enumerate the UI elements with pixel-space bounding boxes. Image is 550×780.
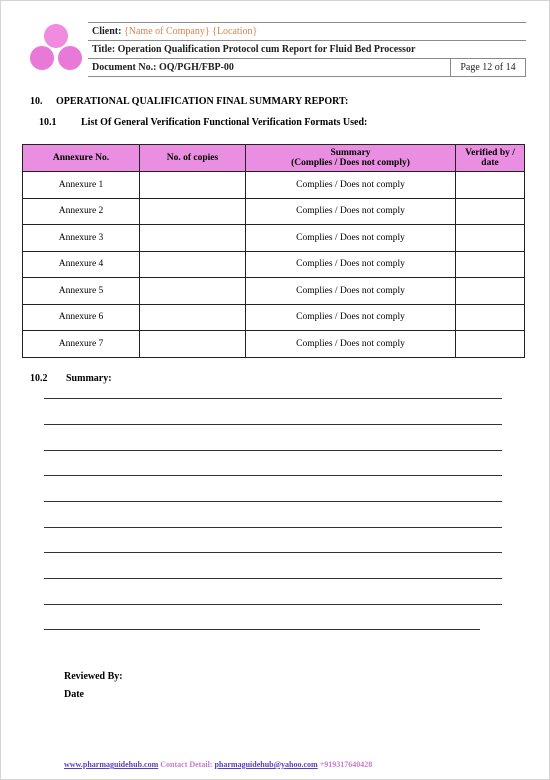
summary-cell: Complies / Does not comply <box>246 172 456 199</box>
annexure-cell: Annexure 2 <box>23 198 140 225</box>
verified-header-line1: Verified by / <box>465 148 515 158</box>
section-title: Summary: <box>66 373 112 384</box>
document-number <box>88 59 451 77</box>
company-logo <box>28 24 84 74</box>
summary-writing-line[interactable] <box>44 501 502 502</box>
summary-writing-line[interactable] <box>44 398 502 399</box>
annexure-cell: Annexure 6 <box>23 304 140 331</box>
col-header-summary <box>246 145 456 172</box>
summary-header-line2: (Complies / Does not comply) <box>291 158 410 168</box>
annexure-cell: Annexure 1 <box>23 172 140 199</box>
table-row <box>23 331 525 358</box>
verified-cell[interactable] <box>456 251 525 278</box>
table-row <box>23 198 525 225</box>
summary-header-line1: Summary <box>330 148 371 158</box>
verified-cell[interactable] <box>456 304 525 331</box>
summary-writing-line[interactable] <box>44 578 502 579</box>
table-row <box>23 251 525 278</box>
col-header-copies: No. of copies <box>140 145 246 172</box>
copies-cell[interactable] <box>140 278 246 305</box>
col-header-verified <box>456 145 525 172</box>
client-label: Client: <box>92 26 122 37</box>
annexure-cell: Annexure 4 <box>23 251 140 278</box>
doc-value: OQ/PGH/FBP-00 <box>158 62 234 73</box>
doc-label: Document No.: <box>92 62 157 73</box>
verified-header-line2: date <box>481 158 499 168</box>
section-number: 10. <box>30 96 43 107</box>
section-title: OPERATIONAL QUALIFICATION FINAL SUMMARY REPORT: <box>56 96 349 107</box>
summary-writing-line[interactable] <box>44 527 502 528</box>
website-link[interactable]: www.pharmaguidehub.com <box>64 760 159 769</box>
logo-circle <box>44 24 68 48</box>
contact-label: Contact Detail: <box>160 760 213 769</box>
verified-cell[interactable] <box>456 198 525 225</box>
summary-writing-line[interactable] <box>44 424 502 425</box>
section-title: List Of General Verification Functional Verification Formats Used: <box>81 117 368 128</box>
document-header <box>88 22 526 77</box>
page-footer <box>64 760 372 769</box>
summary-cell: Complies / Does not comply <box>246 331 456 358</box>
section-10-heading <box>30 96 348 107</box>
copies-cell[interactable] <box>140 225 246 252</box>
verified-cell[interactable] <box>456 225 525 252</box>
verified-cell[interactable] <box>456 172 525 199</box>
page-number: Page 12 of 14 <box>451 59 526 77</box>
summary-writing-line[interactable] <box>44 604 502 605</box>
table-row <box>23 278 525 305</box>
copies-cell[interactable] <box>140 331 246 358</box>
summary-writing-line[interactable] <box>44 475 502 476</box>
summary-writing-line[interactable] <box>44 629 480 630</box>
section-10-1-heading <box>39 117 367 128</box>
document-title: Title: Operation Qualification Protocol cum Report for Fluid Bed Processor <box>88 41 526 59</box>
section-number: 10.2 <box>30 373 48 384</box>
table-row <box>23 172 525 199</box>
summary-cell: Complies / Does not comply <box>246 225 456 252</box>
table-row <box>23 225 525 252</box>
copies-cell[interactable] <box>140 304 246 331</box>
col-header-annexure: Annexure No. <box>23 145 140 172</box>
summary-cell: Complies / Does not comply <box>246 304 456 331</box>
client-row <box>88 23 526 41</box>
email-link[interactable]: pharmaguidehub@yahoo.com <box>214 760 318 769</box>
phone-number: +919317640428 <box>319 760 373 769</box>
annexure-table <box>22 144 525 358</box>
copies-cell[interactable] <box>140 198 246 225</box>
summary-writing-line[interactable] <box>44 450 502 451</box>
copies-cell[interactable] <box>140 172 246 199</box>
table-header-row <box>23 145 525 172</box>
summary-writing-line[interactable] <box>44 552 502 553</box>
logo-circle <box>30 46 54 70</box>
reviewed-by-label: Reviewed By: <box>64 671 123 682</box>
table-row <box>23 304 525 331</box>
annexure-cell: Annexure 7 <box>23 331 140 358</box>
verified-cell[interactable] <box>456 331 525 358</box>
copies-cell[interactable] <box>140 251 246 278</box>
logo-circle <box>58 46 82 70</box>
verified-cell[interactable] <box>456 278 525 305</box>
summary-cell: Complies / Does not comply <box>246 251 456 278</box>
annexure-cell: Annexure 5 <box>23 278 140 305</box>
section-10-2-heading <box>30 373 112 384</box>
annexure-cell: Annexure 3 <box>23 225 140 252</box>
client-value: {Name of Company} {Location} <box>123 26 258 37</box>
section-number: 10.1 <box>39 117 57 128</box>
summary-cell: Complies / Does not comply <box>246 278 456 305</box>
summary-cell: Complies / Does not comply <box>246 198 456 225</box>
date-label: Date <box>64 689 84 700</box>
